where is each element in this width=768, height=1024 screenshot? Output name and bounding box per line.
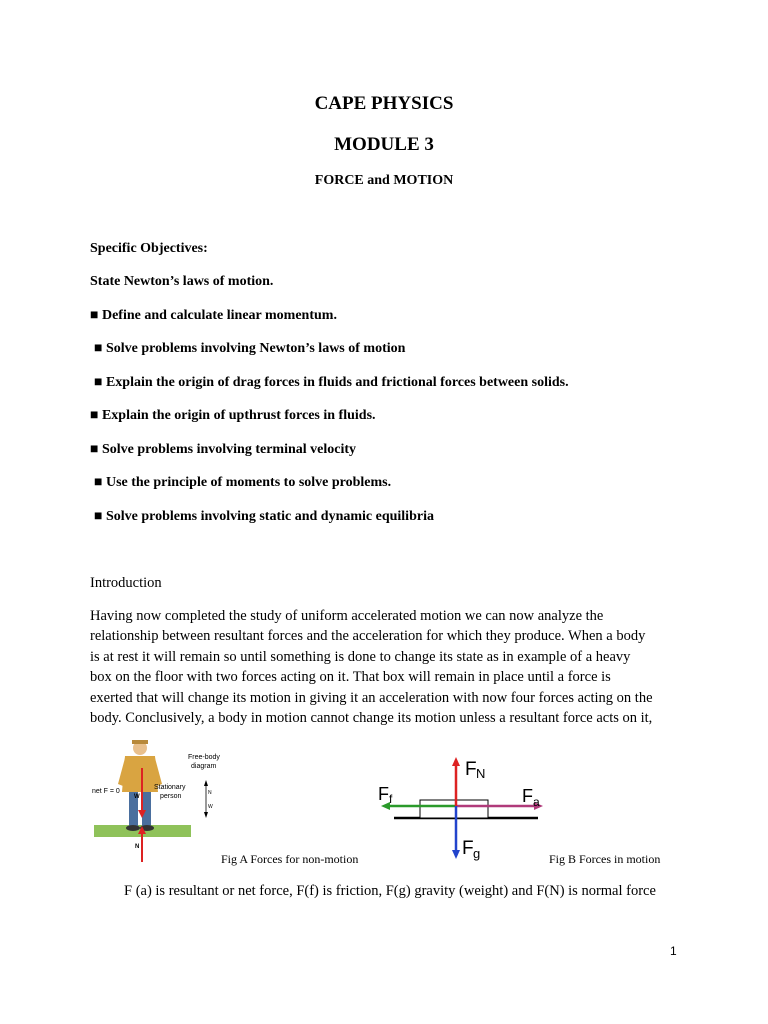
fa-label: F: [522, 786, 533, 806]
page-number: 1: [670, 944, 677, 958]
fg-subscript: g: [473, 846, 481, 861]
person-leg: [142, 790, 151, 826]
paragraph-line: Having now completed the study of uniform accelerated motion we can now analyze the: [90, 608, 604, 624]
objective-item: ■ Solve problems involving static and dynamic equilibria: [94, 509, 434, 524]
figure-b-caption: Fig B Forces in motion: [549, 852, 661, 866]
figure-a-stationary-person: [92, 740, 227, 865]
fn-subscript: N: [476, 766, 486, 781]
fn-label: F: [465, 759, 477, 780]
fg-label: F: [462, 838, 474, 859]
paragraph-line: box on the floor with two forces acting on it. That box will remain in place until a force is: [90, 669, 611, 686]
objective-item: ■ Explain the origin of drag forces in fluids and frictional forces between solids.: [94, 375, 569, 390]
ff-subscript: f: [389, 792, 393, 806]
free-body-label: Free-body: [188, 754, 220, 761]
introduction-paragraph: [90, 606, 680, 728]
normal-force-arrow-head: [452, 757, 460, 766]
ff-label: F: [378, 784, 389, 804]
objective-item: ■ Solve problems involving terminal velocity: [90, 442, 357, 457]
paragraph-line: exerted that will change its motion in giving it an acceleration with now four forces acting on the: [90, 689, 653, 706]
paragraph-line: is at rest it will remain so until something is done to change its state as in example of a heavy: [90, 648, 631, 665]
objective-item: ■ Explain the origin of upthrust forces in fluids.: [90, 408, 376, 423]
fa-subscript: a: [533, 795, 540, 809]
objectives-heading: Specific Objectives:: [90, 241, 208, 256]
gravity-arrow-head: [452, 850, 460, 859]
box: [420, 800, 488, 818]
w-label: W: [134, 794, 140, 800]
figure-a-caption: Fig A Forces for non-motion: [221, 852, 359, 866]
introduction-heading: Introduction: [90, 575, 162, 591]
n-label: N: [135, 844, 140, 850]
free-body-w: W: [208, 804, 213, 810]
stationary-label: person: [160, 793, 182, 800]
document-title: CAPE PHYSICS: [314, 93, 454, 114]
person-shoe: [126, 825, 140, 831]
free-body-label: diagram: [191, 763, 217, 770]
objective-item: ■ Use the principle of moments to solve problems.: [94, 475, 392, 490]
free-body-n: N: [208, 790, 212, 796]
topic-subtitle: FORCE and MOTION: [314, 173, 454, 188]
figure-b-box-forces: [372, 752, 552, 867]
free-body-arrow-up: [204, 780, 208, 786]
objective-item: ■ Define and calculate linear momentum.: [90, 308, 337, 323]
net-force-label: net F = 0: [92, 788, 120, 795]
objective-item: ■ Solve problems involving Newton’s laws of motion: [94, 341, 406, 356]
free-body-arrow-down: [204, 812, 208, 818]
stationary-label: Stationary: [154, 784, 186, 791]
figure-summary: F (a) is resultant or net force, F(f) is friction, F(g) gravity (weight) and F(N) is normal force: [124, 883, 656, 899]
paragraph-line: relationship between resultant forces and the acceleration for which they produce. When a body: [90, 628, 646, 645]
module-title: MODULE 3: [334, 134, 434, 155]
objective-item: State Newton’s laws of motion.: [90, 274, 274, 289]
paragraph-line: body. Conclusively, a body in motion cannot change its motion unless a resultant force acts on it,: [90, 710, 653, 727]
person-hat: [132, 740, 148, 744]
